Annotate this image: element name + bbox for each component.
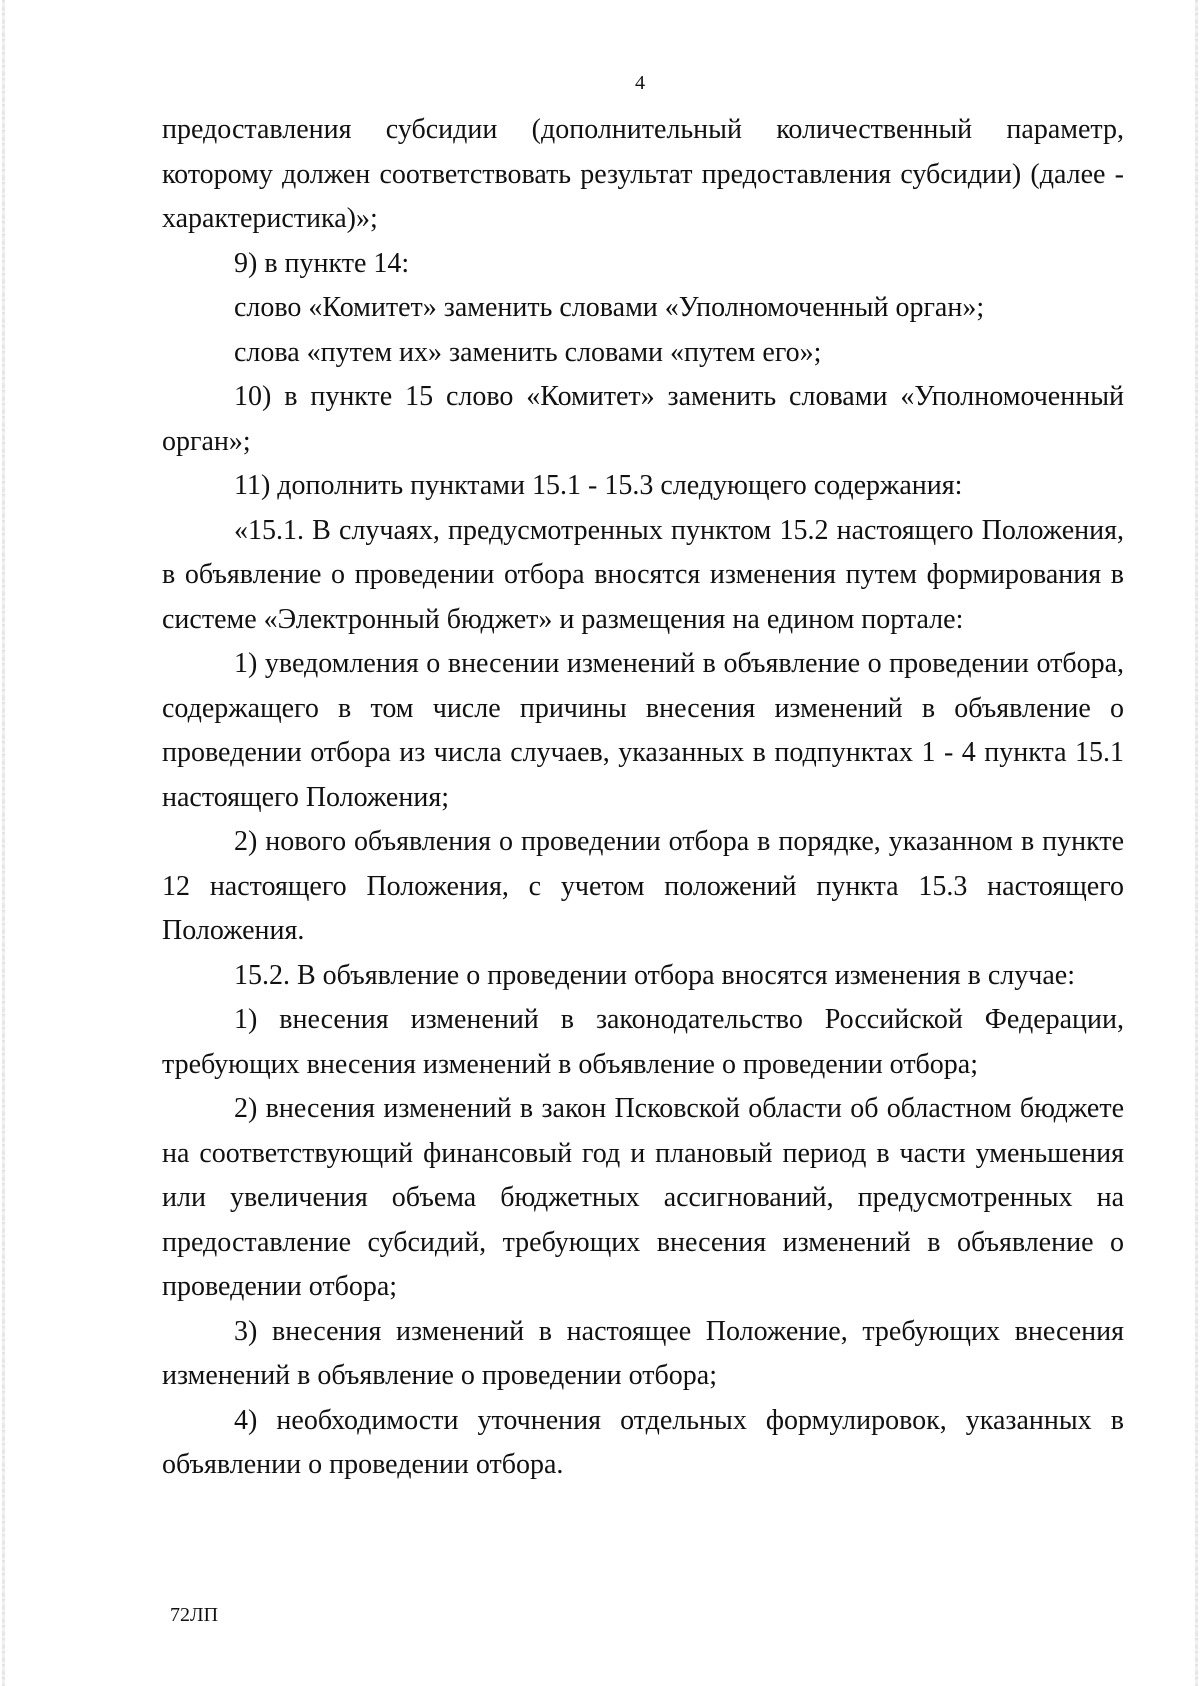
paragraph: слово «Комитет» заменить словами «Уполномоченный орган»; (234, 292, 985, 323)
paragraph: 15.2. В объявление о проведении отбора вносятся изменения в случае: (234, 959, 1075, 991)
paragraph: 1) внесения изменений в законодательство Российской Федерации, требующих внесения изменений в объявление о проведении отбора; (162, 1004, 1124, 1080)
paragraph: 2) внесения изменений в закон Псковской области об областном бюджете на соответствующий финансовый год и плановый период в части уменьшения или увеличения объема бюджетных ассигнований, предусмотренных на предоставление субсидий, требующих внесения изменений в объявление о проведении отбора; (162, 1093, 1124, 1302)
document-code: 72ЛП (170, 1604, 219, 1626)
page-number: 4 (635, 72, 645, 94)
paragraph: 3) внесения изменений в настоящее Положение, требующих внесения изменений в объявление о проведении отбора; (162, 1315, 1124, 1391)
document-body (162, 108, 1124, 1488)
paragraph: «15.1. В случаях, предусмотренных пунктом 15.2 настоящего Положения, в объявление о проведении отбора вносятся изменения путем формирования в системе «Электронный бюджет» и размещения на едином портале: (162, 514, 1124, 635)
paragraph: 10) в пункте 15 слово «Комитет» заменить словами «Уполномоченный орган»; (162, 381, 1124, 457)
paragraph: 1) уведомления о внесении изменений в объявление о проведении отбора, содержащего в том числе причины внесения изменений в объявление о проведении отбора из числа случаев, указанных в подпунктах 1 - 4 пункта 15.1 настоящего Положения; (162, 648, 1124, 813)
paragraph: предоставления субсидии (дополнительный количественный параметр, которому должен соответствовать результат предоставления субсидии) (далее - характеристика)»; (162, 114, 1124, 234)
paragraph: 11) дополнить пунктами 15.1 - 15.3 следующего содержания: (234, 470, 963, 501)
scan-edge-right (1195, 0, 1198, 1686)
paragraph: 4) необходимости уточнения отдельных формулировок, указанных в объявлении о проведении отбора. (162, 1404, 1124, 1480)
scan-edge-left (2, 0, 5, 1686)
paragraph: 9) в пункте 14: (234, 247, 410, 279)
paragraph: 2) нового объявления о проведении отбора в порядке, указанном в пункте 12 настоящего Положения, с учетом положений пункта 15.3 настоящего Положения. (162, 826, 1124, 946)
paragraph: слова «путем их» заменить словами «путем его»; (234, 336, 822, 368)
